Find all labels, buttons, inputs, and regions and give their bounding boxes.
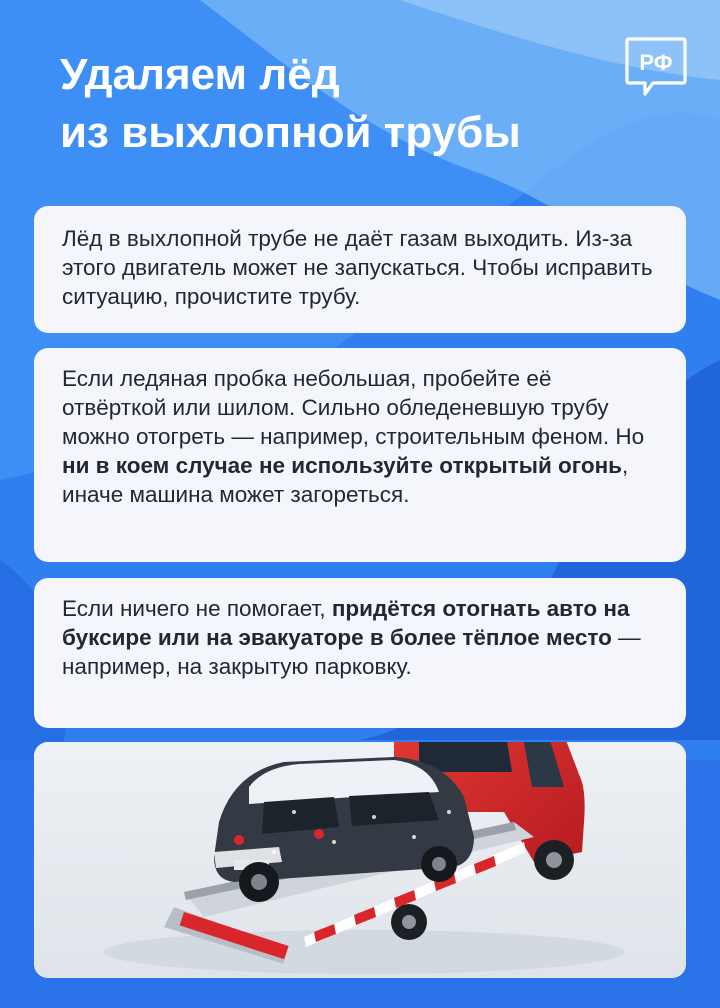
info-card-1 (34, 206, 686, 333)
info-card-3 (34, 578, 686, 728)
page-title (60, 46, 620, 162)
title-line-1: Удаляем лёд (60, 50, 340, 99)
card-3-text: Если ничего не помогает, (62, 596, 332, 621)
tow-truck-photo (34, 742, 686, 978)
title-line-2: из выхлопной трубы (60, 108, 521, 157)
info-card-2 (34, 348, 686, 562)
rf-logo-text: РФ (639, 50, 673, 75)
tow-truck-illustration (34, 742, 686, 978)
card-2-text: Если ледяная пробка небольшая, пробейте её отвёрткой или шилом. Сильно обледеневшую трубу можно отогреть — например, строительным феном. Но (62, 366, 645, 449)
card-1-text: Лёд в выхлопной трубе не даёт газам выходить. Из-за этого двигатель может не запускаться. Чтобы исправить ситуацию, прочистите трубу. (62, 226, 653, 309)
card-3-text-end: — например, на закрытую парковку. (62, 625, 641, 679)
card-2-warning: ни в коем случае не используйте открытый огонь (62, 453, 623, 478)
card-2-text-end: , иначе машина может загореться. (62, 453, 629, 507)
card-3-highlight: придётся отогнать авто на буксире или на эвакуаторе в более тёплое место (62, 596, 630, 650)
rf-logo-icon (623, 34, 689, 100)
